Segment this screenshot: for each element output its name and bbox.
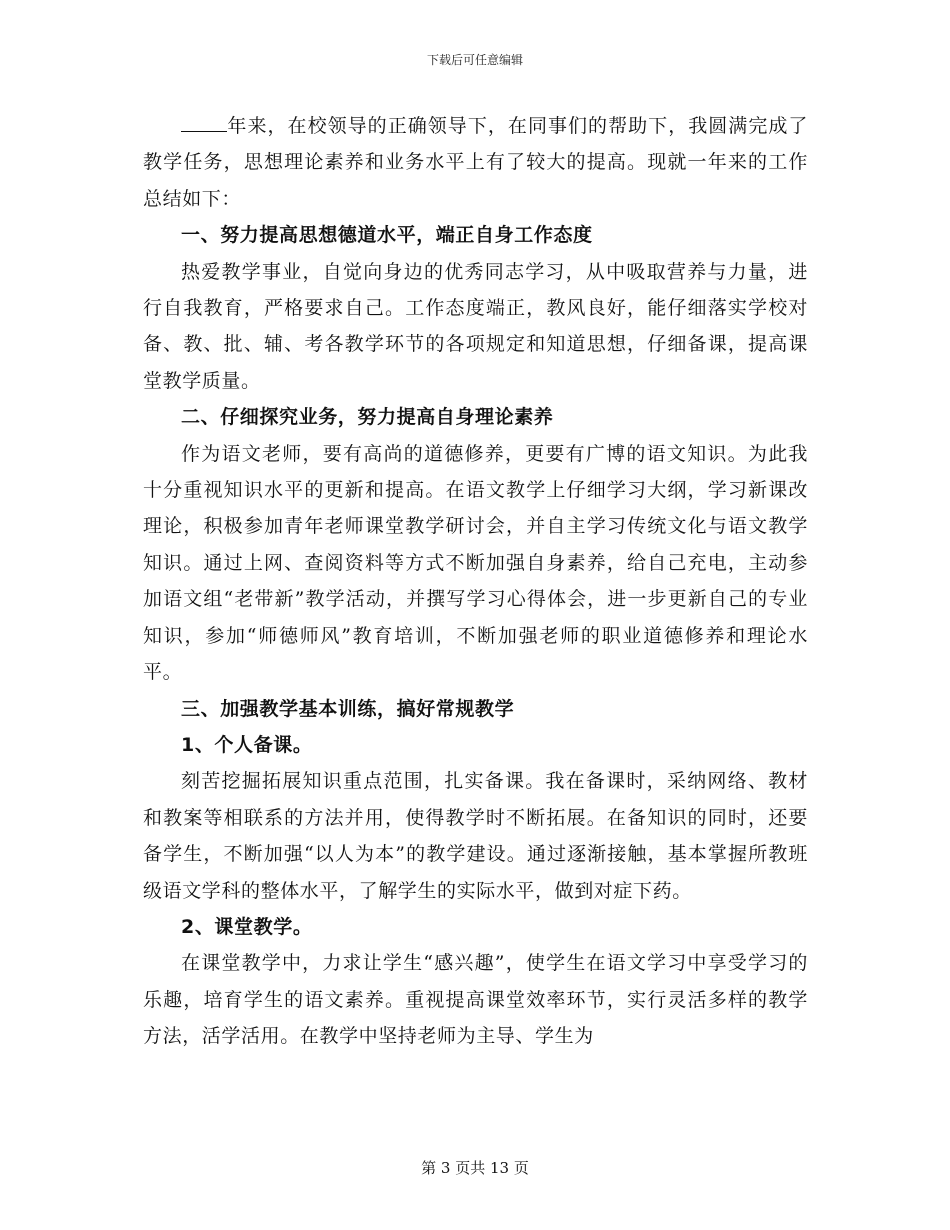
blank-underline [181, 113, 227, 132]
subsection-1-heading: 1、个人备课。 [181, 733, 313, 756]
section-2-heading: 二、仔细探究业务，努力提高自身理论素养 [181, 406, 554, 429]
intro-paragraph [143, 108, 808, 217]
subsection-2-heading: 2、课堂教学。 [181, 915, 313, 938]
document-body [143, 108, 808, 1055]
subsection-2-body: 在课堂教学中，力求让学生“感兴趣”，使学生在语文学习中享受学习的乐趣，培育学生的语文素养。重视提高课堂效率环节，实行灵活多样的教学方法，活学活用。在教学中坚持老师为主导、学生为 [143, 952, 808, 1048]
section-3-heading: 三、加强教学基本训练，搞好常规教学 [181, 697, 515, 720]
subsection-1-body: 刻苦挖掘拓展知识重点范围，扎实备课。我在备课时，采纳网络、教材和教案等相联系的方法并用，使得教学时不断拓展。在备知识的同时，还要备学生，不断加强“以人为本”的教学建设。通过逐渐接触，基本掌握所教班级语文学科的整体水平，了解学生的实际水平，做到对症下药。 [143, 770, 808, 902]
intro-text: 年来，在校领导的正确领导下，在同事们的帮助下，我圆满完成了教学任务，思想理论素养和业务水平上有了较大的提高。现就一年来的工作总结如下： [143, 115, 808, 210]
section-1-heading: 一、努力提高思想德道水平，端正自身工作态度 [181, 224, 593, 247]
page-number: 第 3 页共 13 页 [421, 1159, 529, 1177]
section-1-body: 热爱教学事业，自觉向身边的优秀同志学习，从中吸取营养与力量，进行自我教育，严格要求自己。工作态度端正，教风良好，能仔细落实学校对备、教、批、辅、考各教学环节的各项规定和知道思想，仔细备课，提高课堂教学质量。 [143, 260, 808, 392]
page-header: 下载后可任意编辑 [426, 53, 523, 67]
section-2-body: 作为语文老师，要有高尚的道德修养，更要有广博的语文知识。为此我十分重视知识水平的更新和提高。在语文教学上仔细学习大纲，学习新课改理论，积极参加青年老师课堂教学研讨会，并自主学习传统文化与语文教学知识。通过上网、查阅资料等方式不断加强自身素养，给自己充电，主动参加语文组“老带新”教学活动，并撰写学习心得体会，进一步更新自己的专业知识，参加“师德师风”教育培训，不断加强老师的职业道德修养和理论水平。 [143, 442, 808, 684]
